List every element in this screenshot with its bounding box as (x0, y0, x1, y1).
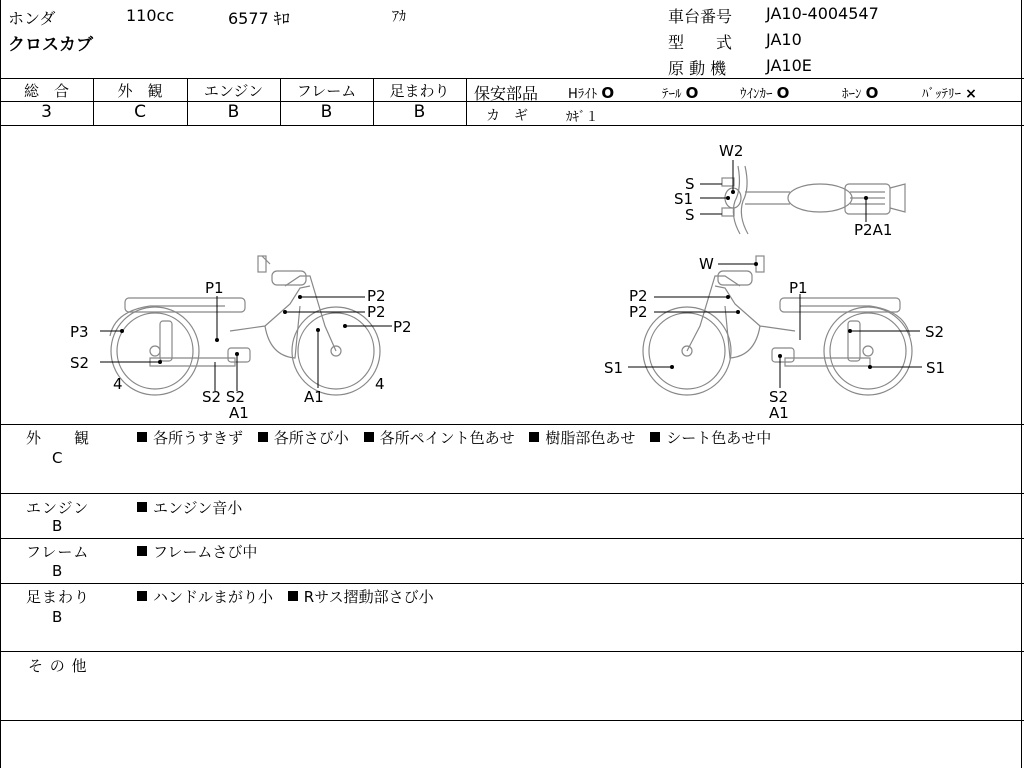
label-top-p2a1: P2A1 (854, 221, 893, 239)
grade-label-suspension: 足まわり (389, 82, 450, 100)
tail-mark: O (685, 84, 699, 102)
remark-label-exterior: 外 観 (26, 429, 91, 447)
label-top-s-b: S (685, 206, 695, 224)
label-right-a1: A1 (769, 404, 789, 422)
label-right-w: W (699, 255, 714, 273)
engine-label: 原 動 機 (668, 59, 727, 78)
frame-no-label: 車台番号 (668, 7, 733, 26)
grade-label-engine: エンジン (203, 82, 264, 100)
remarks-divider-1 (0, 493, 1024, 494)
label-right-s1-r: S1 (926, 359, 946, 377)
battery-mark: × (965, 86, 977, 102)
label-right-s2-b: S2 (769, 388, 789, 406)
col-divider-5 (466, 78, 467, 125)
label-top-s-a: S (685, 175, 695, 193)
remark-grade-exterior: C (52, 449, 64, 467)
winker-mark: O (776, 84, 790, 102)
color: ｱｶ (392, 9, 406, 25)
label-left-4a: 4 (113, 375, 123, 393)
remark-label-engine: エンジン (26, 499, 90, 517)
safety-label: 保安部品 (474, 84, 539, 103)
remarks-divider-2 (0, 538, 1024, 539)
label-left-s2s2: S2 S2 (202, 388, 245, 406)
safety-item-winker: ｳｲﾝｶｰ O (740, 84, 790, 102)
label-top-w2: W2 (719, 142, 744, 160)
label-top-s1: S1 (674, 190, 694, 208)
remark-items-engine: エンジン音小 (137, 497, 242, 518)
grade-label-exterior: 外 観 (117, 82, 163, 100)
remarks-divider-3 (0, 583, 1024, 584)
label-left-p3: P3 (70, 323, 89, 341)
remark-items-suspension: ハンドルまがり小 Rサス摺動部さび小 (137, 586, 434, 607)
safety-item-horn: ﾎｰﾝ O (842, 84, 879, 102)
model-name: クロスカブ (8, 35, 93, 55)
grade-value-engine: B (227, 102, 240, 122)
displacement: 110cc (126, 6, 175, 25)
label-right-p2-b: P2 (629, 303, 648, 321)
remark-grade-engine: B (52, 517, 64, 535)
label-left-a1-a: A1 (229, 404, 249, 422)
maker: ホンダ (8, 9, 56, 28)
remark-grade-frame: B (52, 562, 64, 580)
label-left-a1-b: A1 (304, 388, 324, 406)
key-label: カ ギ (486, 108, 528, 124)
horn-mark: O (865, 84, 879, 102)
label-left-p2-b: P2 (367, 303, 386, 321)
label-left-p1: P1 (205, 279, 224, 297)
mileage: 6577 ｷﾛ (228, 9, 290, 28)
type-value: JA10 (766, 30, 802, 49)
safety-item-headlight: Hﾗｲﾄ O (568, 84, 615, 102)
remarks-top (0, 424, 1024, 425)
label-right-p1: P1 (789, 279, 808, 297)
remarks-divider-4 (0, 651, 1024, 652)
type-label: 型 式 (668, 33, 733, 52)
label-right-p2-a: P2 (629, 287, 648, 305)
remark-items-frame: フレームさび中 (137, 541, 257, 562)
grade-table-top (0, 78, 1024, 79)
remark-grade-suspension: B (52, 608, 64, 626)
remark-label-suspension: 足まわり (26, 588, 91, 606)
key-value: ｶｷﾞ１ (566, 110, 599, 125)
grade-value-overall: 3 (41, 102, 52, 122)
label-right-s1-l: S1 (604, 359, 624, 377)
label-left-4b: 4 (375, 375, 385, 393)
grade-value-suspension: B (413, 102, 426, 122)
safety-item-battery: ﾊﾞｯﾃﾘｰ × (922, 86, 977, 102)
grade-label-overall: 総 合 (23, 82, 69, 100)
grade-value-exterior: C (134, 102, 146, 122)
remark-label-other: そ の 他 (28, 657, 88, 675)
remark-items-exterior: 各所うすきず 各所さび小 各所ペイント色あせ 樹脂部色あせ シート色あせ中 (137, 427, 771, 448)
grade-label-frame: フレーム (296, 82, 357, 100)
safety-item-tail: ﾃｰﾙ O (662, 84, 699, 102)
frame-no: JA10-4004547 (766, 4, 879, 23)
label-left-p2-c: P2 (393, 318, 412, 336)
remarks-divider-5 (0, 720, 1024, 721)
leader-lines (100, 160, 922, 391)
right-view-bike (643, 256, 912, 395)
engine-value: JA10E (766, 56, 812, 75)
headlight-mark: O (601, 84, 615, 102)
left-view-bike (110, 256, 380, 395)
label-left-s2: S2 (70, 354, 90, 372)
remark-label-frame: フレーム (26, 543, 90, 561)
damage-dots (120, 190, 872, 369)
label-right-s2: S2 (925, 323, 945, 341)
bike-diagram (0, 126, 1022, 424)
grade-value-frame: B (320, 102, 333, 122)
label-left-p2-a: P2 (367, 287, 386, 305)
